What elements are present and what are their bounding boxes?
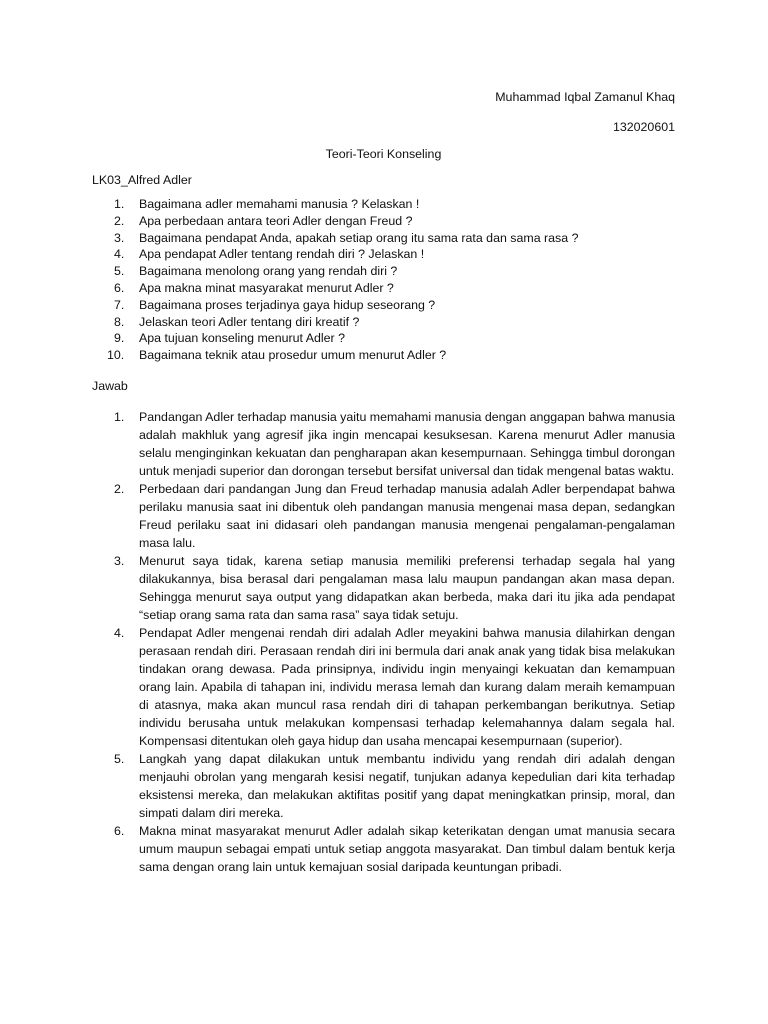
- question-item: [92, 347, 675, 364]
- question-item: [92, 230, 675, 247]
- answer-number: 3.: [114, 553, 125, 568]
- answer-number: 5.: [114, 751, 125, 766]
- question-text: Apa tujuan konseling menurut Adler ?: [139, 331, 345, 346]
- question-item: [92, 263, 675, 280]
- document-title: Teori-Teori Konseling: [325, 147, 442, 161]
- question-number: 4.: [114, 247, 125, 262]
- author-name: Muhammad Iqbal Zamanul Khaq: [495, 90, 675, 104]
- question-text: Bagaimana menolong orang yang rendah diri ?: [139, 264, 398, 279]
- question-item: [92, 330, 675, 347]
- answer-item: [92, 480, 675, 552]
- answer-text: Pandangan Adler terhadap manusia yaitu memahami manusia dengan anggapan bahwa manusia adalah makhluk yang agresif jika ingin mencapai kesuksesan. Karena menurut Adler manusia selalu menginginkan kekuatan dan pengharapan akan kesempurnaan. Sehingga timbul dorongan untuk menjadi superior dan dorongan tersebut bersifat universal dan tidak mengenal batas waktu.: [139, 409, 675, 478]
- answer-number: 2.: [114, 481, 125, 496]
- question-number: 7.: [114, 297, 125, 312]
- answer-list: [92, 408, 675, 876]
- question-item: [92, 196, 675, 213]
- student-id: 132020601: [612, 120, 675, 134]
- question-text: Bagaimana teknik atau prosedur umum menurut Adler ?: [139, 348, 447, 363]
- answer-item: [92, 408, 675, 480]
- answer-number: 4.: [114, 625, 125, 640]
- answer-item: [92, 624, 675, 750]
- question-text: Jelaskan teori Adler tentang diri kreatif ?: [139, 314, 360, 329]
- answer-text: Langkah yang dapat dilakukan untuk membantu individu yang rendah diri adalah dengan menjauhi obrolan yang mengarah kesisi negatif, tunjukan adanya kepedulian dari kita terhadap eksistensi mereka, dan melakukan aktifitas positif yang dapat meningkatkan prinsip, moral, dan simpati dalam diri mereka.: [139, 751, 675, 820]
- answer-number: 6.: [114, 823, 125, 838]
- answer-item: [92, 552, 675, 624]
- answer-text: Perbedaan dari pandangan Jung dan Freud terhadap manusia adalah Adler berpendapat bahwa perilaku manusia saat ini dibentuk oleh pandangan manusia mengenai masa depan, sedangkan Freud perilaku saat ini didasari oleh pandangan manusia mengenai pengalaman-pengalaman masa lalu.: [139, 481, 675, 550]
- question-text: Bagaimana proses terjadinya gaya hidup seseorang ?: [139, 297, 436, 312]
- answer-text: Pendapat Adler mengenai rendah diri adalah Adler meyakini bahwa manusia dilahirkan dengan perasaan rendah diri. Perasaan rendah diri ini bermula dari anak anak yang tidak bisa melakukan tindakan orang dewasa. Pada prinsipnya, individu ingin menyaingi kekuatan dan kemampuan orang lain. Apabila di tahapan ini, individu merasa lemah dan kurang dalam meraih kemampuan di atasnya, maka akan muncul rasa rendah diri di tahapan perkembangan berikutnya. Setiap individu berusaha untuk melakukan kompensasi terhadap kelemahannya dalam segala hal. Kompensasi ditentukan oleh gaya hidup dan usaha mencapai kesempurnaan (superior).: [139, 625, 675, 748]
- answer-item: [92, 750, 675, 822]
- question-number: 1.: [114, 197, 125, 211]
- answer-text: Menurut saya tidak, karena setiap manusia memiliki preferensi terhadap segala hal yang dilakukannya, bisa berasal dari pengalaman masa lalu maupun pandangan akan masa depan. Sehingga menurut saya output yang didapatkan akan berbeda, maka dari itu jika ada pendapat “setiap orang sama rata dan sama rasa” saya tidak setuju.: [139, 553, 675, 622]
- question-list: [92, 196, 675, 364]
- answers-label: Jawab: [92, 378, 128, 393]
- question-number: 9.: [114, 331, 125, 346]
- question-text: Apa pendapat Adler tentang rendah diri ? Jelaskan !: [139, 247, 425, 262]
- question-text: Bagaimana pendapat Anda, apakah setiap orang itu sama rata dan sama rasa ?: [139, 230, 579, 245]
- answer-text: Makna minat masyarakat menurut Adler adalah sikap keterikatan dengan umat manusia secara umum maupun sebagai empati untuk setiap anggota masyarakat. Dan timbul dalam bentuk kerja sama dengan orang lain untuk kemajuan sosial daripada keuntungan pribadi.: [139, 823, 675, 874]
- question-number: 5.: [114, 264, 125, 279]
- question-item: [92, 246, 675, 263]
- question-item: [92, 297, 675, 314]
- question-number: 6.: [114, 280, 125, 295]
- question-text: Apa perbedaan antara teori Adler dengan Freud ?: [139, 213, 413, 228]
- answer-item: [92, 822, 675, 876]
- question-item: [92, 280, 675, 297]
- question-text: Apa makna minat masyarakat menurut Adler ?: [139, 280, 394, 295]
- question-text: Bagaimana adler memahami manusia ? Kelaskan !: [139, 197, 420, 211]
- question-number: 3.: [114, 230, 125, 245]
- question-number: 8.: [114, 314, 125, 329]
- section-label: LK03_Alfred Adler: [92, 173, 192, 187]
- document-page: [92, 84, 675, 876]
- question-number: 2.: [114, 213, 125, 228]
- question-item: [92, 213, 675, 230]
- answer-number: 1.: [114, 409, 125, 424]
- question-number: 10.: [107, 348, 125, 363]
- question-item: [92, 314, 675, 331]
